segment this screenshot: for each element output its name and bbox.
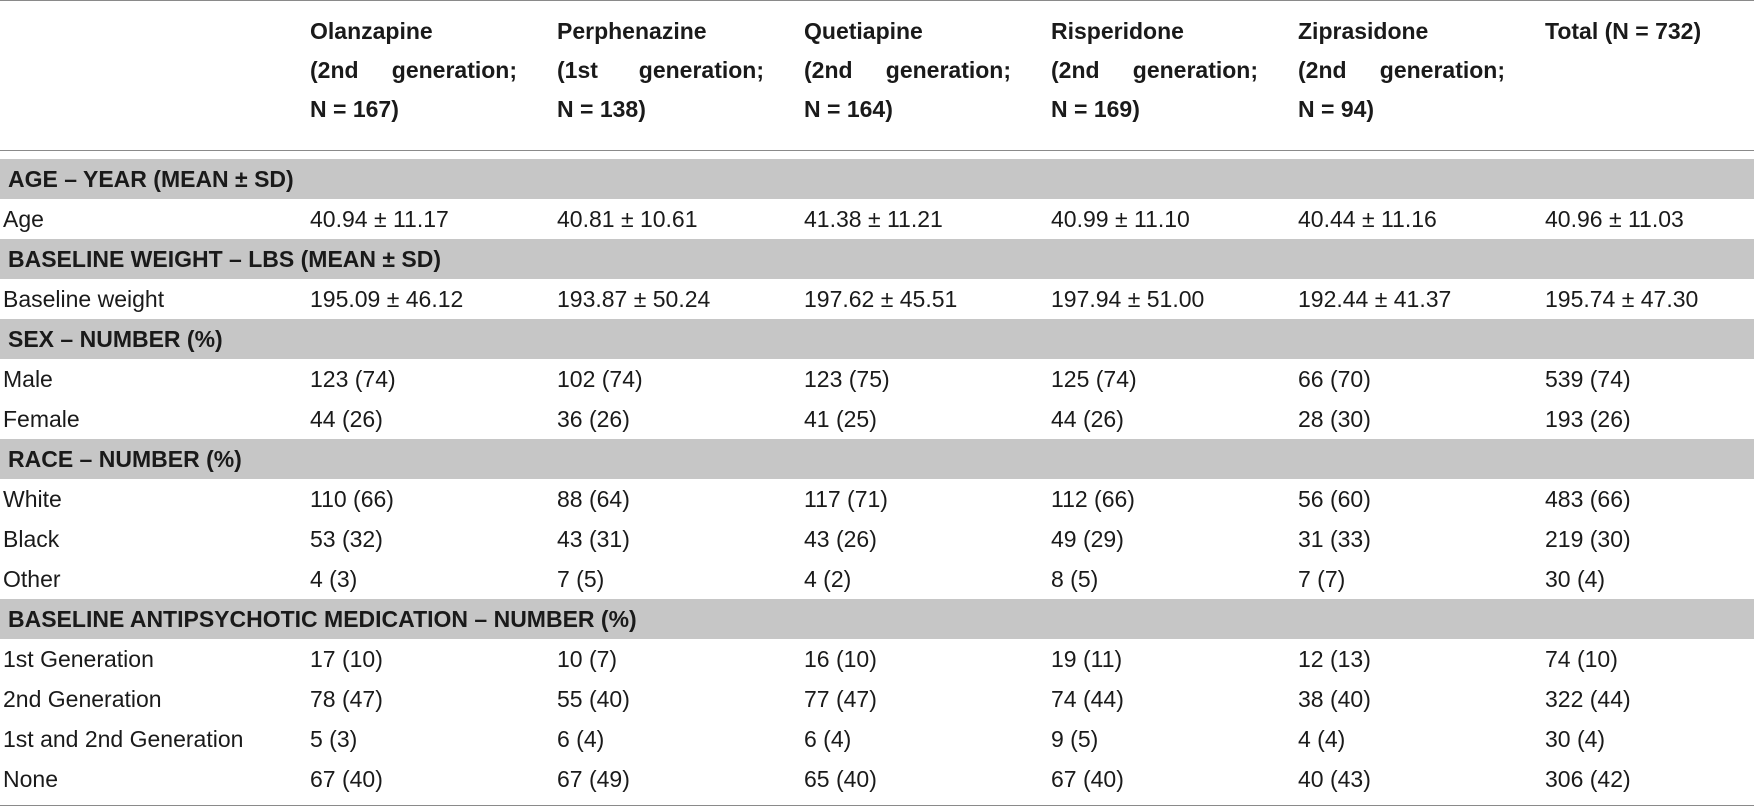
table-cell: 123 (75) — [804, 365, 890, 392]
table-cell: 110 (66) — [310, 485, 394, 512]
table-row — [0, 639, 1754, 679]
total-cell: 30 (4) — [1545, 725, 1606, 752]
total-cell: 306 (42) — [1545, 765, 1631, 792]
header-total — [1545, 1, 1754, 151]
table-cell: 5 (3) — [310, 725, 358, 752]
table-cell: 55 (40) — [557, 685, 630, 712]
table-cell: 4 (4) — [1298, 725, 1346, 752]
section-title: SEX – NUMBER (%) — [0, 319, 1754, 359]
section-header-row — [0, 439, 1754, 479]
row-label: White — [3, 485, 62, 512]
total-cell: 30 (4) — [1545, 565, 1606, 592]
total-cell: 40.96 ± 11.03 — [1545, 205, 1684, 232]
table-cell: 43 (26) — [804, 525, 877, 552]
row-label: Other — [3, 565, 61, 592]
row-label: None — [3, 765, 58, 792]
table-row — [0, 559, 1754, 599]
table-cell: 53 (32) — [310, 525, 383, 552]
row-label: Male — [3, 365, 53, 392]
row-label: 1st Generation — [3, 645, 154, 672]
table-cell: 67 (49) — [557, 765, 630, 792]
section-title: BASELINE WEIGHT – LBS (MEAN ± SD) — [0, 239, 1754, 279]
section-header-row — [0, 159, 1754, 199]
table-cell: 197.62 ± 45.51 — [804, 285, 958, 312]
table-cell: 117 (71) — [804, 485, 888, 512]
section-header-row — [0, 319, 1754, 359]
header-risperidone — [1051, 1, 1298, 151]
table-row — [0, 679, 1754, 719]
table-cell: 19 (11) — [1051, 645, 1123, 672]
table-cell: 12 (13) — [1298, 645, 1371, 672]
drug-name: Olanzapine — [310, 18, 433, 44]
row-label: Baseline weight — [3, 285, 165, 312]
row-label: Female — [3, 405, 80, 432]
spacer-cell — [0, 151, 1754, 160]
table-cell: 66 (70) — [1298, 365, 1371, 392]
drug-name: Risperidone — [1051, 18, 1184, 44]
generation-rest: generation; — [638, 57, 764, 83]
generation-word: (2nd — [1298, 57, 1347, 83]
table-cell: 7 (7) — [1298, 565, 1346, 592]
table-cell: 10 (7) — [557, 645, 618, 672]
sample-size: N = 167) — [310, 96, 399, 122]
table-cell: 8 (5) — [1051, 565, 1099, 592]
total-cell: 322 (44) — [1545, 685, 1631, 712]
table-cell: 74 (44) — [1051, 685, 1124, 712]
table-cell: 9 (5) — [1051, 725, 1099, 752]
drug-name: Perphenazine — [557, 18, 707, 44]
total-cell: 539 (74) — [1545, 365, 1631, 392]
header-row — [0, 1, 1754, 151]
generation-word: (1st — [557, 57, 598, 83]
table-cell: 56 (60) — [1298, 485, 1371, 512]
bottom-rule-cell — [0, 799, 1754, 806]
table-cell: 193.87 ± 50.24 — [557, 285, 711, 312]
header-perphenazine — [557, 1, 804, 151]
table-bottom-rule — [0, 799, 1754, 806]
table-cell: 102 (74) — [557, 365, 643, 392]
table-cell: 40.99 ± 11.10 — [1051, 205, 1190, 232]
drug-name: Ziprasidone — [1298, 18, 1429, 44]
table-row — [0, 199, 1754, 239]
generation-line — [310, 51, 517, 90]
table-row — [0, 519, 1754, 559]
generation-rest: generation; — [391, 57, 517, 83]
section-title: RACE – NUMBER (%) — [0, 439, 1754, 479]
table-cell: 6 (4) — [557, 725, 605, 752]
table-cell: 44 (26) — [310, 405, 383, 432]
table-cell: 41.38 ± 11.21 — [804, 205, 943, 232]
generation-word: (2nd — [804, 57, 853, 83]
table-cell: 67 (40) — [1051, 765, 1124, 792]
table-cell: 7 (5) — [557, 565, 605, 592]
table-cell: 41 (25) — [804, 405, 877, 432]
header-spacer — [0, 151, 1754, 160]
generation-line — [1051, 51, 1258, 90]
generation-line — [804, 51, 1011, 90]
table-cell: 123 (74) — [310, 365, 396, 392]
table-row — [0, 279, 1754, 319]
generation-rest: generation; — [885, 57, 1011, 83]
table-cell: 67 (40) — [310, 765, 383, 792]
drug-name: Quetiapine — [804, 18, 923, 44]
generation-word: (2nd — [1051, 57, 1100, 83]
table-cell: 65 (40) — [804, 765, 877, 792]
table-cell: 36 (26) — [557, 405, 630, 432]
table-cell: 192.44 ± 41.37 — [1298, 285, 1452, 312]
table-cell: 78 (47) — [310, 685, 383, 712]
section-title: BASELINE ANTIPSYCHOTIC MEDICATION – NUMBER (%) — [0, 599, 1754, 639]
table-cell: 40 (43) — [1298, 765, 1371, 792]
table-row — [0, 759, 1754, 799]
generation-rest: generation; — [1379, 57, 1505, 83]
table-cell: 40.94 ± 11.17 — [310, 205, 449, 232]
table-cell: 88 (64) — [557, 485, 630, 512]
table-cell: 77 (47) — [804, 685, 877, 712]
table-row — [0, 359, 1754, 399]
header-olanzapine — [310, 1, 557, 151]
table-cell: 38 (40) — [1298, 685, 1371, 712]
sample-size: N = 94) — [1298, 96, 1375, 122]
section-header-row — [0, 599, 1754, 639]
table-row — [0, 719, 1754, 759]
table-cell: 6 (4) — [804, 725, 852, 752]
table-cell: 4 (3) — [310, 565, 358, 592]
table-row — [0, 399, 1754, 439]
generation-rest: generation; — [1132, 57, 1258, 83]
row-label: 1st and 2nd Generation — [3, 725, 244, 752]
header-quetiapine — [804, 1, 1051, 151]
total-cell: 74 (10) — [1545, 645, 1618, 672]
table-cell: 43 (31) — [557, 525, 630, 552]
table-cell: 40.81 ± 10.61 — [557, 205, 698, 232]
row-label: Age — [3, 205, 44, 232]
table-cell: 49 (29) — [1051, 525, 1124, 552]
table-cell: 40.44 ± 11.16 — [1298, 205, 1437, 232]
table-cell: 112 (66) — [1051, 485, 1135, 512]
table-cell: 44 (26) — [1051, 405, 1124, 432]
table-cell: 17 (10) — [310, 645, 383, 672]
total-cell: 483 (66) — [1545, 485, 1631, 512]
total-cell: 219 (30) — [1545, 525, 1631, 552]
table-body — [0, 151, 1754, 806]
section-title: AGE – YEAR (MEAN ± SD) — [0, 159, 1754, 199]
row-label: Black — [3, 525, 60, 552]
total-cell: 193 (26) — [1545, 405, 1631, 432]
header-ziprasidone — [1298, 1, 1545, 151]
generation-line — [1298, 51, 1505, 90]
sample-size: N = 169) — [1051, 96, 1140, 122]
table-cell: 197.94 ± 51.00 — [1051, 285, 1205, 312]
sample-size: N = 164) — [804, 96, 893, 122]
generation-word: (2nd — [310, 57, 359, 83]
table-cell: 16 (10) — [804, 645, 877, 672]
section-header-row — [0, 239, 1754, 279]
row-label: 2nd Generation — [3, 685, 162, 712]
table-cell: 28 (30) — [1298, 405, 1371, 432]
table-row — [0, 479, 1754, 519]
total-cell: 195.74 ± 47.30 — [1545, 285, 1699, 312]
table-cell: 31 (33) — [1298, 525, 1371, 552]
total-label: Total (N = 732) — [1545, 18, 1702, 44]
header-empty-cell — [0, 1, 310, 151]
table-cell: 195.09 ± 46.12 — [310, 285, 464, 312]
table-cell: 4 (2) — [804, 565, 852, 592]
table-cell: 125 (74) — [1051, 365, 1137, 392]
generation-line — [557, 51, 764, 90]
sample-size: N = 138) — [557, 96, 646, 122]
